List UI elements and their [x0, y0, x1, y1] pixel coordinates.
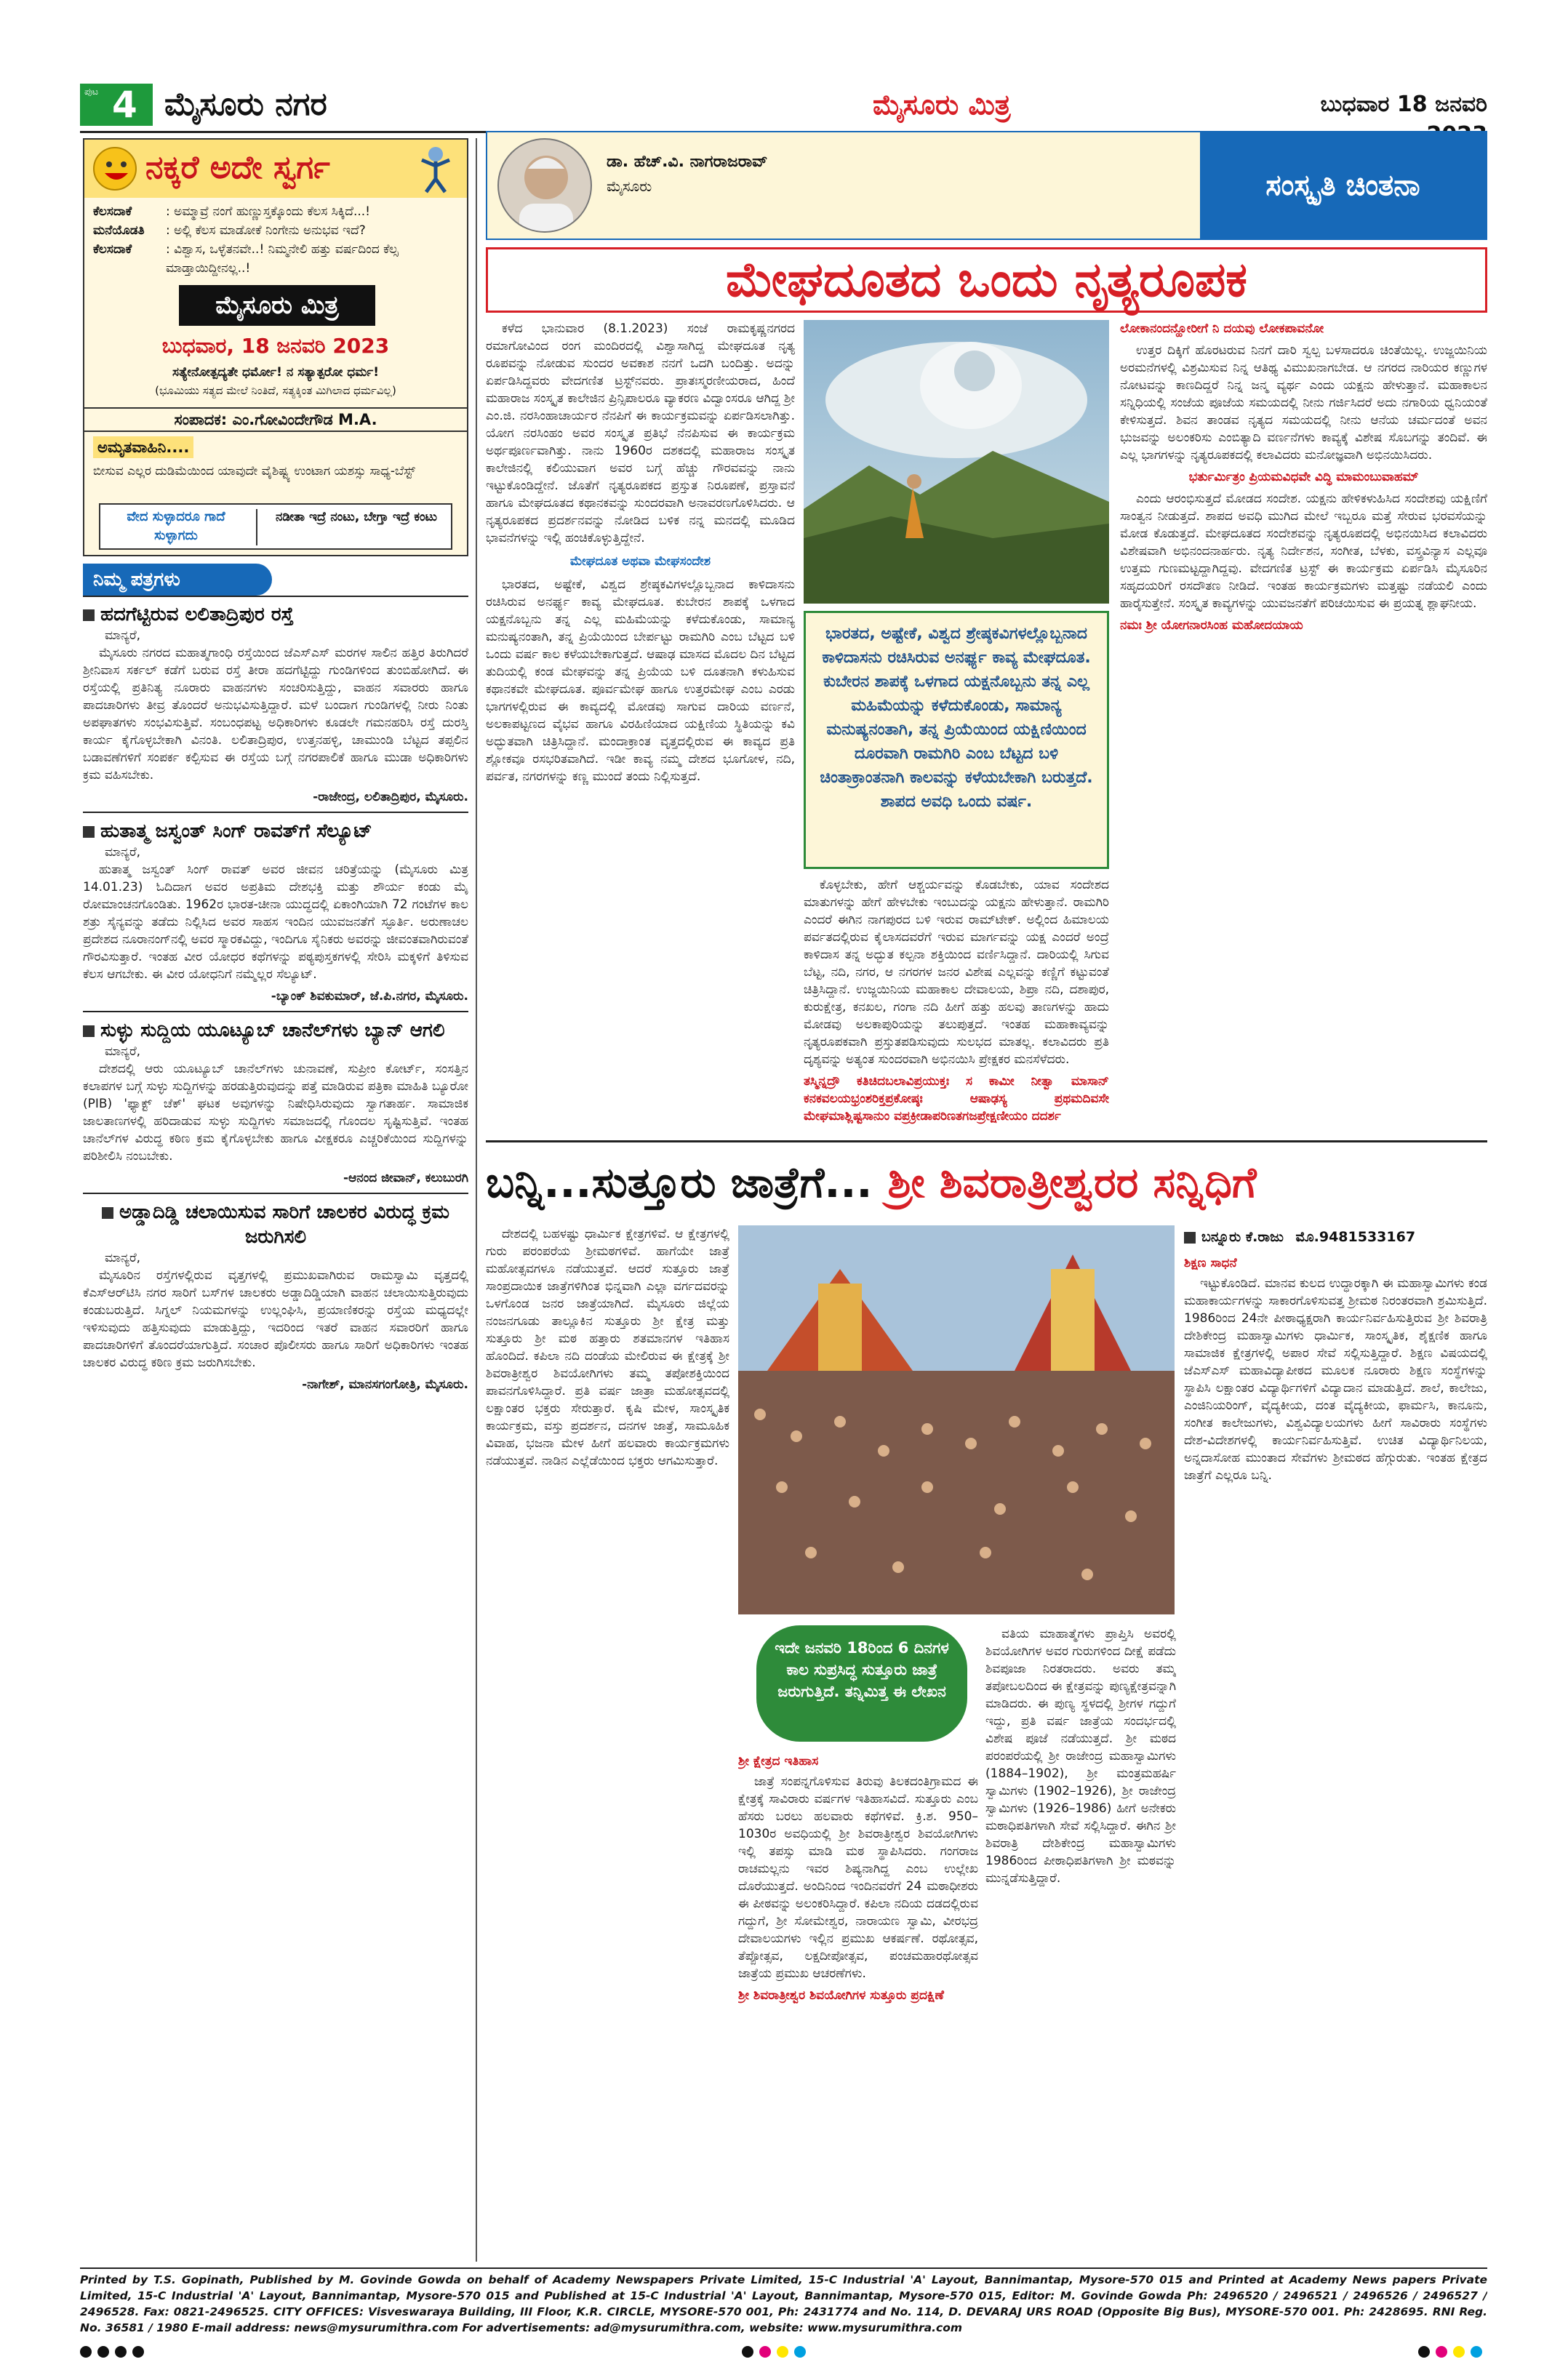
- letter-title: ಸುಳ್ಳು ಸುದ್ದಿಯ ಯೂಟ್ಯೂಬ್ ಚಾನೆಲ್‌ಗಳು ಬ್ಯಾನ್ ಆಗಲಿ: [83, 1018, 468, 1043]
- riddle-box: [99, 503, 452, 550]
- almanac-date: ಬುಧವಾರ, 18 ಜನವರಿ 2023: [161, 334, 390, 358]
- jatre-subhead: ಶ್ರೀ ಶಿವರಾತ್ರೀಶ್ವರ ಶಿವಯೋಗಿಗಳ ಸುತ್ತೂರು ಪ್ರದಕ್ಷಿಣೆ: [738, 1988, 944, 2003]
- letter-body: ಮೈಸೂರಿನ ರಸ್ತೆಗಳಲ್ಲಿರುವ ವೃತ್ತಗಳಲ್ಲಿ ಪ್ರಮುಖವಾಗಿರುವ ರಾಮಸ್ವಾಮಿ ವೃತ್ತದಲ್ಲಿ ಕೆಎಸ್‌ಆರ್‌ಟಿಸಿ ನಗರ ಸಾರಿಗೆ ಬಸ್‌ಗಳ ಚಾಲಕರು ಅಡ್ಡಾದಿಡ್ಡಿಯಾಗಿ ವಾಹನ ಚಲಾಯಿಸುತ್ತಿರುವುದು ಕಂಡುಬರುತ್ತಿದೆ. ಸಿಗ್ನಲ್ ನಿಯಮಗಳನ್ನು ಉಲ್ಲಂಘಿಸಿ, ಪ್ರಯಾಣಿಕರನ್ನು ರಸ್ತೆಯ ಮಧ್ಯದಲ್ಲೇ ಇಳಿಸುವುದು ಹತ್ತಿಸುವುದು ಮಾಡುತ್ತಿದ್ದು, ಇದರಿಂದ ಇತರೆ ವಾಹನ ಸವಾರರಿಗೆ ಹಾಗೂ ಪಾದಚಾರಿಗಳಿಗೆ ತೊಂದರೆಯಾಗುತ್ತಿದೆ. ಸಂಚಾರ ಪೊಲೀಸರು ಹಾಗೂ ಸಾರಿಗೆ ಅಧಿಕಾರಿಗಳು ಇಂತಹ ಚಾಲಕರ ವಿರುದ್ಧ ಕಠಿಣ ಕ್ರಮ ಜರುಗಿಸಬೇಕು.: [83, 1268, 468, 1370]
- jatre-subhead: ಶ್ರೀ ಕ್ಷೇತ್ರದ ಇತಿಹಾಸ: [738, 1754, 819, 1769]
- riddle-left: ವೇದ ಸುಳ್ಳಾದರೂ ಗಾದೆ ಸುಳ್ಳಾಗದು: [127, 509, 225, 543]
- author-place: ಮೈಸೂರು: [607, 177, 652, 195]
- page-number: 4: [112, 84, 137, 126]
- editor-line: ಸಂಪಾದಕ: ಎಂ.ಗೋವಿಂದೇಗೌಡ M.A.: [84, 407, 467, 432]
- jatre-headline: [486, 1150, 1487, 1216]
- column-name-tag: ಸಂಸ್ಕೃತಿ ಚಿಂತನಾ: [1200, 132, 1486, 239]
- registration-dots-right: [1418, 2346, 1488, 2361]
- almanac-line2: (ಭೂಮಿಯು ಸತ್ಯದ ಮೇಲೆ ನಿಂತಿದೆ, ಸತ್ಯಕ್ಕಿಂತ ಮಿಗಿಲಾದ ಧರ್ಮವಿಲ್ಲ): [155, 384, 396, 397]
- page-number-box: [80, 84, 153, 126]
- masthead-logo: ಮೈಸೂರು ಮಿತ್ರ: [873, 88, 1011, 121]
- humor-header: [84, 140, 467, 198]
- feature-signoff: ನಮಃ ಶ್ರೀ ಯೋಗನಾರಸಿಂಹ ಮಹೋದಯಾಯ: [1120, 618, 1303, 633]
- feature-author-box: [486, 131, 1487, 240]
- byline-author: ಬನ್ನೂರು ಕೆ.ರಾಜು: [1201, 1229, 1284, 1245]
- column-separator: [476, 138, 477, 2262]
- letter-salutation: ಮಾನ್ಯರೆ,: [105, 1251, 141, 1265]
- humor-line: ಕೆಲಸದಾಕೆ : ಅಮ್ಮಾವ್ರೆ ನಂಗೆ ಹುಣ್ಣುಸ್ತಕ್ಕೊಂದು ಕೆಲಸ ಸಿಕ್ಕಿದೆ...!: [93, 204, 370, 219]
- letter: [83, 819, 468, 1005]
- author-name: ಡಾ. ಹೆಚ್.ವಿ. ನಾಗರಾಜರಾವ್: [607, 153, 768, 171]
- cartoon-figure-icon: [412, 144, 460, 195]
- letter-signoff: -ರಾಜೇಂದ್ರ, ಲಲಿತಾದ್ರಿಪುರ, ಮೈಸೂರು.: [313, 790, 468, 804]
- letter-signoff: -ನಾಗೇಶ್, ಮಾನಸಗಂಗೋತ್ರಿ, ಮೈಸೂರು.: [302, 1377, 468, 1392]
- laughing-face-icon: [93, 147, 137, 191]
- letter-salutation: ಮಾನ್ಯರೆ,: [105, 628, 141, 643]
- divider: [83, 1193, 468, 1194]
- registration-dots-center: [742, 2346, 812, 2361]
- letter-title: ಅಡ್ಡಾದಿಡ್ಡಿ ಚಲಾಯಿಸುವ ಸಾರಿಗೆ ಚಾಲಕರ ವಿರುದ್ಧ ಕ್ರಮ ಜರುಗಿಸಲಿ: [83, 1200, 468, 1249]
- jatre-col1: ದೇಶದಲ್ಲಿ ಬಹಳಷ್ಟು ಧಾರ್ಮಿಕ ಕ್ಷೇತ್ರಗಳಿವೆ. ಆ ಕ್ಷೇತ್ರಗಳಲ್ಲಿ ಗುರು ಪರಂಪರೆಯ ಶ್ರೀಮಠಗಳಿವೆ. ಹಾಗೆಯೇ ಜಾತ್ರೆ ಮಹೋತ್ಸವಗಳೂ ನಡೆಯುತ್ತವೆ. ಆದರೆ ಸುತ್ತೂರು ಜಾತ್ರೆ ಸಾಂಪ್ರದಾಯಿಕ ಜಾತ್ರೆಗಳಿಗಿಂತ ಭಿನ್ನವಾಗಿ ಎಲ್ಲಾ ವರ್ಗದವರನ್ನು ಒಳಗೊಂಡ ಜನರ ಜಾತ್ರೆಯಾಗಿದೆ. ಮೈಸೂರು ಜಿಲ್ಲೆಯ ನಂಜನಗೂಡು ತಾಲ್ಲೂಕಿನ ಸುತ್ತೂರು ಶ್ರೀ ಕ್ಷೇತ್ರ ಮತ್ತು ಸುತ್ತೂರು ಶ್ರೀ ಮಠ ಹತ್ತಾರು ಶತಮಾನಗಳ ಇತಿಹಾಸ ಹೊಂದಿದೆ. ಕಪಿಲಾ ನದಿ ದಂಡೆಯ ಮೇಲಿರುವ ಈ ಕ್ಷೇತ್ರಕ್ಕೆ ಶ್ರೀ ಶಿವರಾತ್ರೀಶ್ವರ ಶಿವಯೋಗಿಗಳು ತಮ್ಮ ತಪೋಶಕ್ತಿಯಿಂದ ಪಾವನಗೊಳಿಸಿದ್ದಾರೆ. ಪ್ರತಿ ವರ್ಷ ಜಾತ್ರಾ ಮಹೋತ್ಸವದಲ್ಲಿ ಲಕ್ಷಾಂತರ ಭಕ್ತರು ಸೇರುತ್ತಾರೆ. ಕೃಷಿ ಮೇಳ, ಸಾಂಸ್ಕೃತಿಕ ಕಾರ್ಯಕ್ರಮ, ವಸ್ತು ಪ್ರದರ್ಶನ, ದನಗಳ ಜಾತ್ರೆ, ಸಾಮೂಹಿಕ ವಿವಾಹ, ಭಜನಾ ಮೇಳ ಹೀಗೆ ಹಲವಾರು ಕಾರ್ಯಕ್ರಮಗಳು ನಡೆಯುತ್ತವೆ. ನಾಡಿನ ಎಲ್ಲೆಡೆಯಿಂದ ಭಕ್ತರು ಆಗಮಿಸುತ್ತಾರೆ.: [486, 1227, 729, 1468]
- humor-line: ಕೆಲಸದಾಕೆ : ವಿಶ್ವಾಸ, ಒಳ್ಳೆತನವೇ..! ನಿಮ್ಮನೇಲಿ ಹತ್ತು ವರ್ಷದಿಂದ ಕೆಲ್ಸ ಮಾಡ್ತಾಯಿದ್ದೀನಲ್ಲ..!: [93, 242, 399, 276]
- jatre-col4: ಶಿಕ್ಷಣ ಸಾಧನೆ ಇಟ್ಟುಕೊಂಡಿದೆ. ಮಾನವ ಕುಲದ ಉದ್ಧಾರಕ್ಕಾಗಿ ಈ ಮಹಾಸ್ವಾಮಿಗಳು ಕಂಡ ಮಹಾಕಾರ್ಯಗಳನ್ನು ಸಾಕಾರಗೊಳಿಸುವತ್ತ ಶ್ರೀಮಠ ನಿರಂತರವಾಗಿ ಶ್ರಮಿಸುತ್ತಿದೆ. 1986ರಿಂದ 24ನೇ ಪೀಠಾಧ್ಯಕ್ಷರಾಗಿ ಕಾರ್ಯನಿರ್ವಹಿಸುತ್ತಿರುವ ಶ್ರೀ ಶಿವರಾತ್ರಿ ದೇಶಿಕೇಂದ್ರ ಮಹಾಸ್ವಾಮಿಗಳು ಧಾರ್ಮಿಕ, ಸಾಂಸ್ಕೃತಿಕ, ಶೈಕ್ಷಣಿಕ ಹಾಗೂ ಸಾಮಾಜಿಕ ಕ್ಷೇತ್ರಗಳಲ್ಲಿ ಅಪಾರ ಸೇವೆ ಸಲ್ಲಿಸುತ್ತಿದ್ದಾರೆ. ಶಿಕ್ಷಣ ವಿಷಯದಲ್ಲಿ ಜೆಎಸ್ಎಸ್ ಮಹಾವಿದ್ಯಾಪೀಠದ ಮೂಲಕ ನೂರಾರು ಶಿಕ್ಷಣ ಸಂಸ್ಥೆಗಳನ್ನು ಸ್ಥಾಪಿಸಿ ಲಕ್ಷಾಂತರ ವಿದ್ಯಾರ್ಥಿಗಳಿಗೆ ವಿದ್ಯಾದಾನ ಮಾಡುತ್ತಿದೆ. ಶಾಲೆ, ಕಾಲೇಜು, ಎಂಜಿನಿಯರಿಂಗ್, ವೈದ್ಯಕೀಯ, ದಂತ ವೈದ್ಯಕೀಯ, ಫಾರ್ಮಸಿ, ಕಾನೂನು, ಸಂಗೀತ ಕಾಲೇಜುಗಳು, ವಿಶ್ವವಿದ್ಯಾಲಯಗಳು ಹೀಗೆ ಸಾವಿರಾರು ಸಂಸ್ಥೆಗಳು ದೇಶ-ವಿದೇಶಗಳಲ್ಲಿ ಕಾರ್ಯನಿರ್ವಹಿಸುತ್ತಿವೆ. ಉಚಿತ ವಿದ್ಯಾರ್ಥಿನಿಲಯ, ಅನ್ನದಾಸೋಹ ಮುಂತಾದ ಸೇವೆಗಳು ಶ್ರೀಮಠದ ಹೆಗ್ಗುರುತು. ಇಂತಹ ಕ್ಷೇತ್ರದ ಜಾತ್ರೆಗೆ ಎಲ್ಲರೂ ಬನ್ನಿ.: [1184, 1256, 1487, 1483]
- feature-col3: ಲೋಕಾನಂದನ್ಹೋರೀಗೆ ನಿ ದಯವು ಲೋಕಪಾವನೋ ಉತ್ತರ ದಿಕ್ಕಿಗೆ ಹೊರಟರುವ ನಿನಗೆ ದಾರಿ ಸ್ವಲ್ಪ ಬಳಸಾದರೂ ಚಿಂತೆಯಿಲ್ಲ. ಉಜ್ಜಯಿನಿಯ ಅರಮನೆಗಳಲ್ಲಿ ವಿಶ್ರಮಿಸುವ ನಿನ್ನ ಆತಿಥ್ಯ ವಿಮುಖನಾಗಬೇಡ. ಆ ನಗರದ ನಾರಿಯರ ಕಣ್ಣುಗಳ ನೋಟವನ್ನು ಕಾಣದಿದ್ದರೆ ನಿನ್ನ ಜನ್ಮ ವ್ಯರ್ಥ ಎಂದು ಯಕ್ಷನು ಹೇಳುತ್ತಾನೆ. ಮಹಾಕಾಲನ ಸನ್ನಿಧಿಯಲ್ಲಿ ಸಂಜೆಯ ಪೂಜೆಯ ಸಮಯದಲ್ಲಿ ನೀನು ಗರ್ಜಿಸಿದರೆ ಅದು ನಗಾರಿಯ ಧ್ವನಿಯಂತೆ ಕೇಳಿಸುತ್ತದೆ. ಶಿವನ ತಾಂಡವ ನೃತ್ಯದ ಸಮಯದಲ್ಲಿ ನೀನು ಆನೆಯ ಚರ್ಮದಂತೆ ಅವನ ಭುಜವನ್ನು ಅಲಂಕರಿಸು ಎಂಬಿತ್ಯಾದಿ ವರ್ಣನೆಗಳು ಕಾವ್ಯಕ್ಕೆ ವಿಶೇಷ ಸೊಬಗನ್ನು ತಂದಿವೆ. ಈ ಎಲ್ಲ ಭಾಗಗಳನ್ನು ನೃತ್ಯರೂಪಕದಲ್ಲಿ ಕಲಾವಿದರು ಮನೋಜ್ಞವಾಗಿ ಅಭಿನಯಿಸಿದರು. ಭರ್ತುರ್ಮಿತ್ರಂ ಪ್ರಿಯಮವಿಧವೇ ವಿದ್ಧಿ ಮಾಮಂಬುವಾಹಮ್ ಎಂದು ಆರಂಭಿಸುತ್ತದೆ ಮೋಡದ ಸಂದೇಶ. ಯಕ್ಷನು ಹೇಳಿಕಳುಹಿಸಿದ ಸಂದೇಶವು ಯಕ್ಷಿಣಿಗೆ ಸಾಂತ್ವನ ನೀಡುತ್ತದೆ. ಶಾಪದ ಅವಧಿ ಮುಗಿದ ಮೇಲೆ ಇಬ್ಬರೂ ಮತ್ತೆ ಸೇರುವ ಭರವಸೆಯನ್ನು ಮೋಡ ಕೊಡುತ್ತದೆ. ಮೇಘದೂತದ ಸಂದೇಶವನ್ನು ನೃತ್ಯರೂಪದಲ್ಲಿ ಅಭಿನಯಿಸಿದ ಕಲಾವಿದರು ವಿಶೇಷವಾಗಿ ಅಭಿನಂದನಾರ್ಹರು. ನೃತ್ಯ ನಿರ್ದೇಶನ, ಸಂಗೀತ, ಬೆಳಕು, ವಸ್ತ್ರವಿನ್ಯಾಸ ಎಲ್ಲವೂ ಉತ್ತಮ ಗುಣಮಟ್ಟದ್ದಾಗಿದ್ದವು. ವೇದಗಣಿತ ಟ್ರಸ್ಟ್ ಈ ಕಾರ್ಯಕ್ರಮ ಏರ್ಪಡಿಸಿ ಮೈಸೂರಿನ ಸಹೃದಯರಿಗೆ ರಸದೌತಣ ನೀಡಿದೆ. ಇಂತಹ ಕಾರ್ಯಕ್ರಮಗಳು ಮತ್ತಷ್ಟು ನಡೆಯಲಿ ಎಂದು ಹಾರೈಸುತ್ತೇನೆ. ಸಂಸ್ಕೃತ ಕಾವ್ಯಗಳನ್ನು ಯುವಜನತೆಗೆ ಪರಿಚಯಿಸುವ ಈ ಪ್ರಯತ್ನ ಶ್ಲಾಘನೀಯ. ನಮಃ ಶ್ರೀ ಯೋಗನಾರಸಿಂಹ ಮಹೋದಯಾಯ: [1120, 321, 1487, 633]
- author-photo: [497, 138, 592, 233]
- sanskrit-verse: ತಸ್ಮಿನ್ನದ್ರೌ ಕತಿಚಿದಬಲಾವಿಪ್ರಯುಕ್ತಃ ಸ ಕಾಮೀ ನೀತ್ವಾ ಮಾಸಾನ್ ಕನಕವಲಯಭ್ರಂಶರಿಕ್ತಪ್ರಕೋಷ್ಠಃ ಆಷಾಢಸ್ಯ ಪ್ರಥಮದಿವಸೇ ಮೇಘಮಾಶ್ಲಿಷ್ಟಸಾನುಂ ವಪ್ರಕ್ರೀಡಾಪರಿಣತಗಜಪ್ರೇಕ್ಷಣೀಯಂ ದದರ್ಶ: [804, 1074, 1109, 1124]
- humor-lines: [93, 202, 461, 278]
- footer-imprint: Printed by T.S. Gopinath, Published by M. Govinde Gowda on behalf of Academy Newspapers Private Limited, 15-C Industrial 'A' Layout, Bannimantap, Mysore-570 015 and Printed at Academy News papers Private Limited, 15-C Industrial 'A' Layout, Bannimantap, Mysore-570 015 and Published at 15-C Industrial 'A' Layout, Bannimantap, Mysore-570 015, Editor: M. Govinde Gowda Ph: 2496520 / 2496521 / 2496526 / 2496527 / 2496528. Fax: 0821-2496525. CITY OFFICES: Visveswaraya Building, III Floor, K.R. CIRCLE, MYSORE-570 001, Ph: 2431774 and No. 114, D. DEVARAJ URS ROAD (Opposite Big Bus), MYSORE-570 001. Ph: 2428695. RNI Reg. No. 36581 / 1980 E-mail address: news@mysurumithra.com For advertisements: ad@mysurumithra.com, website: www.mysurumithra.com: [80, 2273, 1487, 2334]
- jatre-callout: ಇದೇ ಜನವರಿ 18ರಿಂದ 6 ದಿನಗಳ ಕಾಲ ಸುಪ್ರಸಿದ್ಧ ಸುತ್ತೂರು ಜಾತ್ರೆ ಜರುಗುತ್ತಿದೆ. ತನ್ನಿಮಿತ್ತ ಈ ಲೇಖನ: [756, 1625, 967, 1742]
- almanac-logo: ಮೈಸೂರು ಮಿತ್ರ: [179, 285, 375, 326]
- letter-title: ಹುತಾತ್ಮ ಜಸ್ವಂತ್ ಸಿಂಗ್ ರಾವತ್‌ಗೆ ಸೆಲ್ಯೂಟ್: [83, 819, 468, 844]
- feature-subhead: ಮೇಘದೂತ ಅಥವಾ ಮೇಘಸಂದೇಶ: [569, 554, 711, 569]
- verse-quote: ಭರ್ತುರ್ಮಿತ್ರಂ ಪ್ರಿಯಮವಿಧವೇ ವಿದ್ಧಿ ಮಾಮಂಬುವಾಹಮ್: [1188, 470, 1419, 484]
- feature-col2: ಕೊಳ್ಳಬೇಕು, ಹೇಗೆ ಆಶ್ಚರ್ಯವನ್ನು ಕೊಡಬೇಕು, ಯಾವ ಸಂದೇಶದ ಮಾತುಗಳನ್ನು ಹೇಗೆ ಹೇಳಬೇಕು ಇಂಬುದನ್ನು ಯಕ್ಷನು ಹೇಳುತ್ತಾನೆ. ರಾಮಗಿರಿ ಎಂದರೆ ಈಗಿನ ನಾಗಪುರದ ಬಳಿ ಇರುವ ರಾಮ್‌ಟೇಕ್. ಅಲ್ಲಿಂದ ಹಿಮಾಲಯ ಪರ್ವತದಲ್ಲಿರುವ ಕೈಲಾಸದವರೆಗೆ ಇರುವ ಮಾರ್ಗವನ್ನು ಯಕ್ಷ ಎಂದರೆ ಅಂದ್ರೆ ಕಾಳಿದಾಸ ತನ್ನ ಅದ್ಭುತ ಕಲ್ಪನಾ ಶಕ್ತಿಯಿಂದ ವರ್ಣಿಸಿದ್ದಾನೆ. ದಾರಿಯಲ್ಲಿ ಸಿಗುವ ಬೆಟ್ಟ, ನದಿ, ನಗರ, ಆ ನಗರಗಳ ಜನರ ವಿಶೇಷ ಎಲ್ಲವನ್ನು ಕಣ್ಣಿಗೆ ಕಟ್ಟುವಂತೆ ಚಿತ್ರಿಸಿದ್ದಾನೆ. ಉಜ್ಜಯಿನಿಯ ಮಹಾಕಾಲ ದೇವಾಲಯ, ಶಿಪ್ರಾ ನದಿ, ದಶಾಪುರ, ಕುರುಕ್ಷೇತ್ರ, ಕನಖಲ, ಗಂಗಾ ನದಿ ಹೀಗೆ ಹತ್ತು ಹಲವು ತಾಣಗಳನ್ನು ಹಾದು ಮೋಡವು ಅಲಕಾಪುರಿಯನ್ನು ತಲುಪುತ್ತದೆ. ಇಂತಹ ಮಹಾಕಾವ್ಯವನ್ನು ನೃತ್ಯರೂಪಕವಾಗಿ ಪ್ರಸ್ತುತಪಡಿಸುವುದು ಸುಲಭದ ಮಾತಲ್ಲ. ಕಲಾವಿದರು ಪ್ರತಿ ದೃಶ್ಯವನ್ನು ಅತ್ಯಂತ ಸುಂದರವಾಗಿ ಅಭಿನಯಿಸಿ ಪ್ರೇಕ್ಷಕರ ಮನಸೆಳೆದರು. ತಸ್ಮಿನ್ನದ್ರೌ ಕತಿಚಿದಬಲಾವಿಪ್ರಯುಕ್ತಃ ಸ ಕಾಮೀ ನೀತ್ವಾ ಮಾಸಾನ್ ಕನಕವಲಯಭ್ರಂಶರಿಕ್ತಪ್ರಕೋಷ್ಠಃ ಆಷಾಢಸ್ಯ ಪ್ರಥಮದಿವಸೇ ಮೇಘಮಾಶ್ಲಿಷ್ಟಸಾನುಂ ವಪ್ರಕ್ರೀಡಾಪರಿಣತಗಜಪ್ರೇಕ್ಷಣೀಯಂ ದದರ್ಶ: [804, 878, 1109, 1124]
- letter-body: ಹುತಾತ್ಮ ಜಸ್ವಂತ್ ಸಿಂಗ್ ರಾವತ್ ಅವರ ಜೀವನ ಚರಿತ್ರೆಯನ್ನು (ಮೈಸೂರು ಮಿತ್ರ 14.01.23) ಓದಿದಾಗ ಅವರ ಅಪ್ರತಿಮ ದೇಶಭಕ್ತಿ ಮತ್ತು ಶೌರ್ಯ ಕಂಡು ಮೈ ರೋಮಾಂಚನಗೊಂಡಿತು. 1962ರ ಭಾರತ-ಚೀನಾ ಯುದ್ಧದಲ್ಲಿ ಏಕಾಂಗಿಯಾಗಿ 72 ಗಂಟೆಗಳ ಕಾಲ ಶತ್ರು ಸೈನ್ಯವನ್ನು ತಡೆದು ನಿಲ್ಲಿಸಿದ ಅವರ ಸಾಹಸ ಇಂದಿನ ಯುವಜನತೆಗೆ ಸ್ಫೂರ್ತಿ. ಅರುಣಾಚಲ ಪ್ರದೇಶದ ನೂರಾನಂಗ್‌ನಲ್ಲಿ ಅವರ ಸ್ಮಾರಕವಿದ್ದು, ಇಂದಿಗೂ ಸೈನಿಕರು ಅವರನ್ನು ಜೀವಂತವಾಗಿರುವಂತೆ ಗೌರವಿಸುತ್ತಾರೆ. ಇಂತಹ ವೀರ ಯೋಧರ ಕಥೆಗಳನ್ನು ಪಠ್ಯಪುಸ್ತಕಗಳಲ್ಲಿ ಸೇರಿಸಿ ಮಕ್ಕಳಿಗೆ ತಿಳಿಸುವ ಕೆಲಸ ಆಗಬೇಕು. ಈ ವೀರ ಯೋಧನಿಗೆ ನಮ್ಮೆಲ್ಲರ ಸೆಲ್ಯೂಟ್.: [83, 862, 468, 982]
- jatre-subhead: ಶಿಕ್ಷಣ ಸಾಧನೆ: [1184, 1256, 1237, 1270]
- feature-bottom-rule: [486, 1140, 1487, 1142]
- jatre-col3: ವತಿಯ ಮಾಹಾತ್ಮೆಗಳು ಪ್ರಾಪ್ತಿಸಿ ಅವರಲ್ಲಿ ಶಿವಯೋಗಿಗಳ ಅವರ ಗುರುಗಳಿಂದ ದೀಕ್ಷೆ ಪಡೆದು ಶಿವಪೂಜಾ ನಿರತರಾದರು. ಅವರು ತಮ್ಮ ತಪೋಬಲದಿಂದ ಈ ಕ್ಷೇತ್ರವನ್ನು ಪುಣ್ಯಕ್ಷೇತ್ರವನ್ನಾಗಿ ಮಾಡಿದರು. ಈ ಪುಣ್ಯ ಸ್ಥಳದಲ್ಲಿ ಶ್ರೀಗಳ ಗದ್ದುಗೆ ಇದ್ದು, ಪ್ರತಿ ವರ್ಷ ಜಾತ್ರೆಯ ಸಂದರ್ಭದಲ್ಲಿ ವಿಶೇಷ ಪೂಜೆ ನಡೆಯುತ್ತದೆ. ಶ್ರೀ ಮಠದ ಪರಂಪರೆಯಲ್ಲಿ ಶ್ರೀ ರಾಜೇಂದ್ರ ಮಹಾಸ್ವಾಮಿಗಳು (1884–1902), ಶ್ರೀ ಮಂತ್ರಮಹರ್ಷಿ ಸ್ವಾಮಿಗಳು (1902–1926), ಶ್ರೀ ರಾಜೇಂದ್ರ ಸ್ವಾಮಿಗಳು (1926–1986) ಹೀಗೆ ಅನೇಕರು ಮಠಾಧಿಪತಿಗಳಾಗಿ ಸೇವೆ ಸಲ್ಲಿಸಿದ್ದಾರೆ. ಈಗಿನ ಶ್ರೀ ಶಿವರಾತ್ರಿ ದೇಶಿಕೇಂದ್ರ ಮಹಾಸ್ವಾಮಿಗಳು 1986ರಿಂದ ಪೀಠಾಧಿಪತಿಗಳಾಗಿ ಶ್ರೀ ಮಠವನ್ನು ಮುನ್ನಡೆಸುತ್ತಿದ್ದಾರೆ.: [985, 1627, 1176, 1886]
- letters-rule: [83, 596, 468, 597]
- letter: [83, 602, 468, 806]
- humor-line: ಮನೆಯೊಡತಿ : ಅಲ್ಲಿ ಕೆಲಸ ಮಾಡೋಕೆ ನಿಂಗೇನು ಅನುಭವ ಇದೆ?: [93, 223, 366, 238]
- page-label: ಪುಟ: [84, 87, 99, 97]
- byline-phone: ಮೊ.9481533167: [1295, 1229, 1416, 1245]
- page-header: [80, 84, 1487, 127]
- amrita-title: ಅಮೃತವಾಹಿನಿ....: [93, 436, 193, 458]
- jatre-col2: ಶ್ರೀ ಕ್ಷೇತ್ರದ ಇತಿಹಾಸ ಜಾತ್ರೆ ಸಂಪನ್ನಗೊಳಿಸುವ ತಿರುವು ತಿಲಕದಂತಿಗ್ರಾಮದ ಈ ಕ್ಷೇತ್ರಕ್ಕೆ ಸಾವಿರಾರು ವರ್ಷಗಳ ಇತಿಹಾಸವಿದೆ. ಸುತ್ತೂರು ಎಂಬ ಹೆಸರು ಬರಲು ಹಲವಾರು ಕಥೆಗಳಿವೆ. ಕ್ರಿ.ಶ. 950–1030ರ ಅವಧಿಯಲ್ಲಿ ಶ್ರೀ ಶಿವರಾತ್ರೀಶ್ವರ ಶಿವಯೋಗಿಗಳು ಇಲ್ಲಿ ತಪಸ್ಸು ಮಾಡಿ ಮಠ ಸ್ಥಾಪಿಸಿದರು. ಗಂಗರಾಜ ರಾಚಮಲ್ಲನು ಇವರ ಶಿಷ್ಯನಾಗಿದ್ದ ಎಂಬ ಉಲ್ಲೇಖ ದೊರೆಯುತ್ತದೆ. ಅಂದಿನಿಂದ ಇಂದಿನವರೆಗೆ 24 ಮಠಾಧೀಶರು ಈ ಪೀಠವನ್ನು ಅಲಂಕರಿಸಿದ್ದಾರೆ. ಕಪಿಲಾ ನದಿಯ ದಡದಲ್ಲಿರುವ ಗದ್ದುಗೆ, ಶ್ರೀ ಸೋಮೇಶ್ವರ, ನಾರಾಯಣ ಸ್ವಾಮಿ, ವೀರಭದ್ರ ದೇವಾಲಯಗಳು ಇಲ್ಲಿನ ಪ್ರಮುಖ ಆಕರ್ಷಣೆ. ರಥೋತ್ಸವ, ತೆಪ್ಪೋತ್ಸವ, ಲಕ್ಷದೀಪೋತ್ಸವ, ಪಂಚಮಹಾರಥೋತ್ಸವ ಜಾತ್ರೆಯ ಪ್ರಮುಖ ಆಚರಣೆಗಳು. ಶ್ರೀ ಶಿವರಾತ್ರೀಶ್ವರ ಶಿವಯೋಗಿಗಳ ಸುತ್ತೂರು ಪ್ರದಕ್ಷಿಣೆ: [738, 1754, 978, 2003]
- riddle-right: ನಡೀತಾ ಇದ್ರೆ ನಂಟು, ಬೇಗ್ತಾ ಇದ್ರೆ ಕಂಟು: [275, 510, 438, 524]
- letter-salutation: ಮಾನ್ಯರೆ,: [105, 845, 141, 860]
- divider: [83, 1011, 468, 1012]
- section-title: ಮೈಸೂರು ನಗರ: [164, 86, 327, 123]
- letter: [83, 1018, 468, 1187]
- footer-rule: [80, 2267, 1487, 2269]
- divider: [83, 812, 468, 813]
- jatre-byline: [1184, 1225, 1487, 1249]
- header-date: ಬುಧವಾರ 18 ಜನವರಿ: [1320, 92, 1487, 117]
- riddle-divider: [256, 509, 257, 545]
- jatre-headline-black: ಬನ್ನಿ...ಸುತ್ತೂರು ಜಾತ್ರೆಗೆ...: [486, 1158, 873, 1207]
- pull-quote: ಭಾರತದ, ಅಷ್ಟೇಕೆ, ವಿಶ್ವದ ಶ್ರೇಷ್ಠಕವಿಗಳಲ್ಲೊಬ್ಬನಾದ ಕಾಳಿದಾಸನು ರಚಿಸಿರುವ ಅನರ್ಘ್ಯ ಕಾವ್ಯ ಮೇಘದೂತ. ಕುಬೇರನ ಶಾಪಕ್ಕೆ ಒಳಗಾದ ಯಕ್ಷನೊಬ್ಬನು ತನ್ನ ಎಲ್ಲ ಮಹಿಮೆಯನ್ನು ಕಳೆದುಕೊಂಡು, ಸಾಮಾನ್ಯ ಮನುಷ್ಯನಂತಾಗಿ, ತನ್ನ ಪ್ರಿಯೆಯಿಂದ ಯಕ್ಷಿಣಿಯಿಂದ ದೂರವಾಗಿ ರಾಮಗಿರಿ ಎಂಬ ಬೆಟ್ಟದ ಬಳಿ ಚಿಂತಾಕ್ರಾಂತನಾಗಿ ಕಾಲವನ್ನು ಕಳೆಯಬೇಕಾಗಿ ಬರುತ್ತದೆ. ಶಾಪದ ಅವಧಿ ಒಂದು ವರ್ಷ.: [804, 611, 1109, 869]
- humor-title: ನಕ್ಕರೆ ಅದೇ ಸ್ವರ್ಗ: [145, 149, 330, 186]
- amrita-text: ಬೀಸುವ ಎಲ್ಲರ ದುಡಿಮೆಯಿಂದ ಯಾವುದೇ ವೈಶಿಷ್ಟ್ಯ ಉಂಟಾಗ ಯಶಸ್ಸು ಸಾಧ್ಯ-ಬೆಸ್ಟ್: [93, 464, 416, 479]
- letters-banner: ನಿಮ್ಮ ಪತ್ರಗಳು: [83, 564, 272, 596]
- chariot-festival-photo: [738, 1225, 1175, 1614]
- registration-dots-left: [80, 2346, 150, 2361]
- verse-quote: ಲೋಕಾನಂದನ್ಹೋರೀಗೆ ನಿ ದಯವು ಲೋಕಪಾವನೋ: [1120, 321, 1324, 336]
- meghaduta-illustration: [804, 320, 1109, 604]
- letter-body: ಮೈಸೂರು ನಗರದ ಮಹಾತ್ಮಗಾಂಧಿ ರಸ್ತೆಯಿಂದ ಜೆಎಸ್ಎಸ್ ಮರಗಳ ಸಾಲಿನ ಹತ್ತಿರ ತಿರುಗಿದರೆ ಶ್ರೀನಿವಾಸ ಸರ್ಕಲ್ ಕಡೆಗೆ ಬರುವ ರಸ್ತೆ ತೀರಾ ಹದಗೆಟ್ಟಿದ್ದು ಗುಂಡಿಗಳಿಂದ ತುಂಬಿಹೋಗಿದೆ. ಈ ರಸ್ತೆಯಲ್ಲಿ ಪ್ರತಿನಿತ್ಯ ನೂರಾರು ವಾಹನಗಳು ಸಂಚರಿಸುತ್ತಿದ್ದು, ವಾಹನ ಸವಾರರು ಹಾಗೂ ಪಾದಚಾರಿಗಳು ತೀವ್ರ ತೊಂದರೆ ಅನುಭವಿಸುತ್ತಿದ್ದಾರೆ. ಮಳೆ ಬಂದಾಗ ಗುಂಡಿಗಳಲ್ಲಿ ನೀರು ನಿಂತು ಅಪಘಾತಗಳು ಸಂಭವಿಸುತ್ತಿವೆ. ಸಂಬಂಧಪಟ್ಟ ಅಧಿಕಾರಿಗಳು ಕೂಡಲೇ ಗಮನಹರಿಸಿ ರಸ್ತೆ ದುರಸ್ತಿ ಕಾರ್ಯ ಕೈಗೊಳ್ಳಬೇಕಾಗಿ ವಿನಂತಿ. ಲಲಿತಾದ್ರಿಪುರ, ಉತ್ತನಹಳ್ಳಿ, ಚಾಮುಂಡಿ ಬೆಟ್ಟದ ತಪ್ಪಲಿನ ಬಡಾವಣೆಗಳಿಗೆ ಸಂಪರ್ಕ ಕಲ್ಪಿಸುವ ಈ ರಸ್ತೆಯ ಬಗ್ಗೆ ನಗರಪಾಲಿಕೆ ಹಾಗೂ ಮುಡಾ ಅಧಿಕಾರಿಗಳು ಕ್ರಮ ವಹಿಸಬೇಕು.: [83, 646, 468, 782]
- letter: [83, 1200, 468, 1393]
- letter-signoff: -ಆನಂದ ಜೀವಾನ್, ಕಲುಬುರಗಿ: [343, 1171, 468, 1185]
- letter-body: ದೇಶದಲ್ಲಿ ಆರು ಯೂಟ್ಯೂಬ್ ಚಾನೆಲ್‌ಗಳು ಚುನಾವಣೆ, ಸುಪ್ರೀಂ ಕೋರ್ಟ್, ಸಂಸತ್ತಿನ ಕಲಾಪಗಳ ಬಗ್ಗೆ ಸುಳ್ಳು ಸುದ್ದಿಗಳನ್ನು ಹರಡುತ್ತಿರುವುದನ್ನು ಪತ್ತೆ ಮಾಡಿರುವ ಪತ್ರಿಕಾ ಮಾಹಿತಿ ಬ್ಯೂರೋ (PIB) 'ಫ್ಯಾಕ್ಟ್ ಚೆಕ್' ಘಟಕ ಅವುಗಳನ್ನು ನಿಷೇಧಿಸಿರುವುದು ಸ್ವಾಗತಾರ್ಹ. ಸಾಮಾಜಿಕ ಜಾಲತಾಣಗಳಲ್ಲಿ ಹರಿದಾಡುವ ಸುಳ್ಳು ಸುದ್ದಿಗಳು ಸಮಾಜದಲ್ಲಿ ಗೊಂದಲ ಸೃಷ್ಟಿಸುತ್ತಿವೆ. ಇಂತಹ ಚಾನೆಲ್‌ಗಳ ವಿರುದ್ಧ ಕಠಿಣ ಕ್ರಮ ಕೈಗೊಳ್ಳಬೇಕು ಹಾಗೂ ವೀಕ್ಷಕರೂ ಎಚ್ಚರಿಕೆಯಿಂದ ಸುದ್ದಿಗಳನ್ನು ಪರಿಶೀಲಿಸಿ ನಂಬಬೇಕು.: [83, 1062, 468, 1164]
- letter-salutation: ಮಾನ್ಯರೆ,: [105, 1044, 141, 1059]
- letter-title: ಹದಗೆಟ್ಟಿರುವ ಲಲಿತಾದ್ರಿಪುರ ರಸ್ತೆ: [83, 602, 468, 627]
- letters-column: [83, 602, 468, 2260]
- jatre-headline-red: ಶ್ರೀ ಶಿವರಾತ್ರೀಶ್ವರರ ಸನ್ನಿಧಿಗೆ: [887, 1158, 1257, 1207]
- feature-headline: ಮೇಘದೂತದ ಒಂದು ನೃತ್ಯರೂಪಕ: [486, 247, 1487, 313]
- humor-box: [83, 138, 468, 556]
- letter-signoff: -ಬ್ಯಾಂಕ್ ಶಿವಕುಮಾರ್, ಜೆ.ಪಿ.ನಗರ, ಮೈಸೂರು.: [271, 989, 468, 1004]
- feature-col1: ಕಳೆದ ಭಾನುವಾರ (8.1.2023) ಸಂಜೆ ರಾಮಕೃಷ್ಣನಗರದ ರಮಾಗೋವಿಂದ ರಂಗ ಮಂದಿರದಲ್ಲಿ ವಿಶ್ವಾಸಾಗಿದ್ದ ಮೇಘದೂತ ನೃತ್ಯ ರೂಪವನ್ನು ನೋಡುವ ಸುಂದರ ಅವಕಾಶ ನನಗೆ ಒದಗಿ ಬಂದಿತ್ತು. ಅದನ್ನು ಏರ್ಪಡಿಸಿದ್ದವರು ವೇದಗಣಿತ ಟ್ರಸ್ಟ್‌ನವರು. ಪ್ರಾತಃಸ್ಮರಣೀಯರಾದ, ಹಿಂದೆ ಮಹಾರಾಜ ಸಂಸ್ಕೃತ ಕಾಲೇಜಿನ ಪ್ರಿನ್ಸಿಪಾಲರೂ ವ್ಯಾಕರಣ ವಿದ್ವಾಂಸರೂ ಆಗಿದ್ದ ಶ್ರೀ ಎಂ.ಜಿ. ನರಸಿಂಹಾಚಾರ್ಯರ ನೆನಪಿಗೆ ಈ ಕಾರ್ಯಕ್ರಮವನ್ನು ಏರ್ಪಡಿಸಲಾಗಿತ್ತು. ಯೋಗ ನರಸಿಂಹಂ ಅವರ ಸಂಸ್ಕೃತ ಪ್ರತಿಭೆ ನೆನಪಿಸುವ ಈ ಕಾರ್ಯಕ್ರಮ ಅರ್ಥಪೂರ್ಣವಾಗಿತ್ತು. ನಾನು 1960ರ ದಶಕದಲ್ಲಿ ಮಹಾರಾಜ ಸಂಸ್ಕೃತ ಕಾಲೇಜಿನಲ್ಲಿ ಕಲಿಯುವಾಗ ಅವರ ಬಗ್ಗೆ ಹೆಚ್ಚು ಗೌರವವನ್ನು ನಾನು ಇಟ್ಟುಕೊಂಡಿದ್ದೇನೆ. ಜೊತೆಗೆ ನೃತ್ಯರೂಪಕದ ಪ್ರಸ್ತುತ ನಿರೂಪಣೆ, ಪ್ರಸ್ತಾವನೆ ಹಾಗೂ ಮೇಘದೂತದ ಕಥಾನಕವನ್ನು ಸುಂದರವಾಗಿ ಅನಾವರಣಗೊಳಿಸಿದರು. ಆ ನೃತ್ಯರೂಪಕದ ಪ್ರದರ್ಶನವನ್ನು ನೋಡಿದ ಬಳಿಕ ನನ್ನ ಮನದಲ್ಲಿ ಮೂಡಿದ ಭಾವನೆಗಳನ್ನು ಇಲ್ಲಿ ಹಂಚಿಕೊಳ್ಳುತ್ತಿದ್ದೇನೆ. ಮೇಘದೂತ ಅಥವಾ ಮೇಘಸಂದೇಶ ಭಾರತದ, ಅಷ್ಟೇಕೆ, ವಿಶ್ವದ ಶ್ರೇಷ್ಠಕವಿಗಳಲ್ಲೊಬ್ಬನಾದ ಕಾಳಿದಾಸನು ರಚಿಸಿರುವ ಅನರ್ಘ್ಯ ಕಾವ್ಯ ಮೇಘದೂತ. ಕುಬೇರನ ಶಾಪಕ್ಕೆ ಒಳಗಾದ ಯಕ್ಷನೊಬ್ಬನು ತನ್ನ ಎಲ್ಲ ಮಹಿಮೆಯನ್ನು ಕಳೆದುಕೊಂಡು, ಸಾಮಾನ್ಯ ಮನುಷ್ಯನಂತಾಗಿ, ತನ್ನ ಪ್ರಿಯೆಯಿಂದ ಬೇರ್ಪಟ್ಟು ರಾಮಗಿರಿ ಎಂಬ ಬೆಟ್ಟದ ಬಳಿ ಒಂದು ವರ್ಷ ಕಾಲ ಕಳೆಯಬೇಕಾಗುತ್ತದೆ. ಆಷಾಢ ಮಾಸದ ಮೊದಲ ದಿನ ಬೆಟ್ಟದ ತುದಿಯಲ್ಲಿ ಕಂಡ ಮೇಘವನ್ನು ತನ್ನ ಪ್ರಿಯೆಯ ಬಳಿ ದೂತನಾಗಿ ಕಳುಹಿಸುವ ಕಥಾನಕವೇ ಮೇಘದೂತ. ಪೂರ್ವಮೇಘ ಹಾಗೂ ಉತ್ತರಮೇಘ ಎಂಬ ಎರಡು ಭಾಗಗಳಲ್ಲಿರುವ ಈ ಕಾವ್ಯದಲ್ಲಿ ಮೋಡವು ಸಾಗುವ ದಾರಿಯ ವರ್ಣನೆ, ಅಲಕಾಪಟ್ಟಣದ ವೈಭವ ಹಾಗೂ ವಿರಹಿಣಿಯಾದ ಯಕ್ಷಿಣಿಯ ಸ್ಥಿತಿಯನ್ನು ಕವಿ ಅದ್ಭುತವಾಗಿ ಚಿತ್ರಿಸಿದ್ದಾನೆ. ಮಂದಾಕ್ರಾಂತ ವೃತ್ತದಲ್ಲಿರುವ ಈ ಕಾವ್ಯದ ಪ್ರತಿ ಶ್ಲೋಕವೂ ರಸಭರಿತವಾಗಿದೆ. ಇಡೀ ಕಾವ್ಯ ನಮ್ಮ ದೇಶದ ಭೂಗೋಳ, ನದಿ, ಪರ್ವತ, ನಗರಗಳನ್ನು ಕಣ್ಣ ಮುಂದೆ ತಂದು ನಿಲ್ಲಿಸುತ್ತದೆ.: [486, 321, 795, 784]
- almanac-line1: ಸತ್ಯೇನೋತ್ಪದ್ಯತೇ ಧರ್ಮೋ! ನ ಸತ್ಯಾತ್ಪರೋ ಧರ್ಮ!: [172, 365, 379, 380]
